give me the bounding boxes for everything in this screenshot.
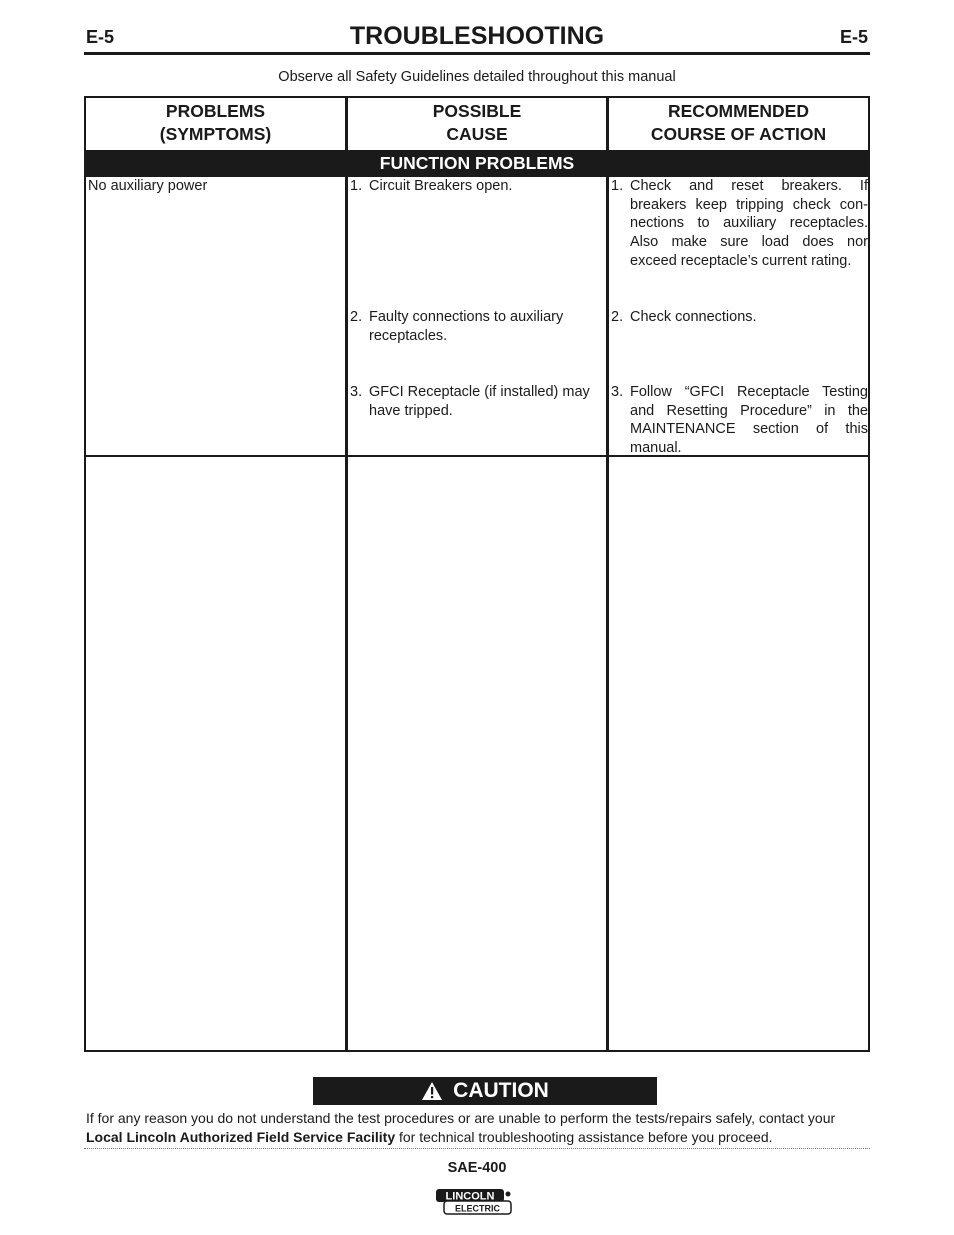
caution-text-part: If for any reason you do not understand the test procedures or are unable to perform the tests/repairs safely, contact your [86, 1110, 836, 1126]
column-header-line: CAUSE [446, 124, 508, 144]
cause-item [350, 383, 606, 420]
page-code-right: E-5 [839, 27, 868, 47]
action-text: Check and reset breakers. If breakers keep tripping check con-nections to auxiliary receptacles. Also make sure load does nor exceed receptacle’s current rating. [630, 178, 868, 269]
action-number: 1. [611, 178, 624, 194]
column-header-line: POSSIBLE [432, 101, 522, 121]
troubleshooting-table [84, 96, 870, 1052]
page-title: TROUBLESHOOTING [349, 22, 605, 50]
action-number: 3. [611, 384, 624, 400]
column-header-line: COURSE OF ACTION [650, 124, 827, 144]
header-rule [84, 52, 870, 55]
column-header-action [609, 98, 868, 149]
caution-text-bold: Local Lincoln Authorized Field Service Facility [86, 1129, 396, 1145]
page-code-left: E-5 [86, 27, 115, 47]
problem-cell: No auxiliary power [88, 178, 208, 194]
action-item [611, 383, 868, 458]
cause-item [350, 308, 606, 345]
footer-dotted-rule [84, 1148, 870, 1149]
action-number: 2. [611, 309, 624, 325]
column-header-line: PROBLEMS [165, 101, 266, 121]
section-header-function-problems: FUNCTION PROBLEMS [86, 150, 868, 177]
logo-bottom-text: ELECTRIC [455, 1203, 500, 1214]
caution-text-part: for technical troubleshooting assistance before you proceed. [395, 1129, 773, 1145]
logo-top-text: LINCOLN [445, 1190, 495, 1203]
column-divider [606, 98, 609, 1050]
model-number: SAE-400 [447, 1160, 507, 1176]
safety-note: Observe all Safety Guidelines detailed throughout this manual [278, 69, 676, 85]
caution-text [86, 1109, 870, 1147]
column-header-line: RECOMMENDED [668, 101, 809, 121]
cause-number: 3. [350, 384, 363, 400]
action-text: Follow “GFCI Receptacle Testing and Resetting Procedure” in the MAINTENANCE section of this manual. [630, 384, 868, 457]
lincoln-electric-logo [435, 1188, 513, 1215]
column-header-cause [348, 98, 606, 149]
cause-number: 1. [350, 178, 363, 194]
action-item [611, 177, 868, 271]
cause-number: 2. [350, 309, 363, 325]
caution-label: CAUTION [453, 1079, 549, 1102]
action-text: Check connections. [630, 309, 757, 325]
cause-text: GFCI Receptacle (if installed) may have tripped. [369, 384, 590, 419]
caution-banner [313, 1077, 657, 1105]
action-item [611, 308, 868, 327]
cause-text: Circuit Breakers open. [369, 178, 513, 194]
column-divider [345, 98, 348, 1050]
column-header-line: (SYMPTOMS) [159, 124, 272, 144]
cause-text: Faulty connections to auxiliary receptacles. [369, 309, 564, 344]
column-header-problems [86, 98, 345, 149]
warning-triangle-icon [421, 1081, 443, 1101]
cause-item [350, 177, 606, 196]
